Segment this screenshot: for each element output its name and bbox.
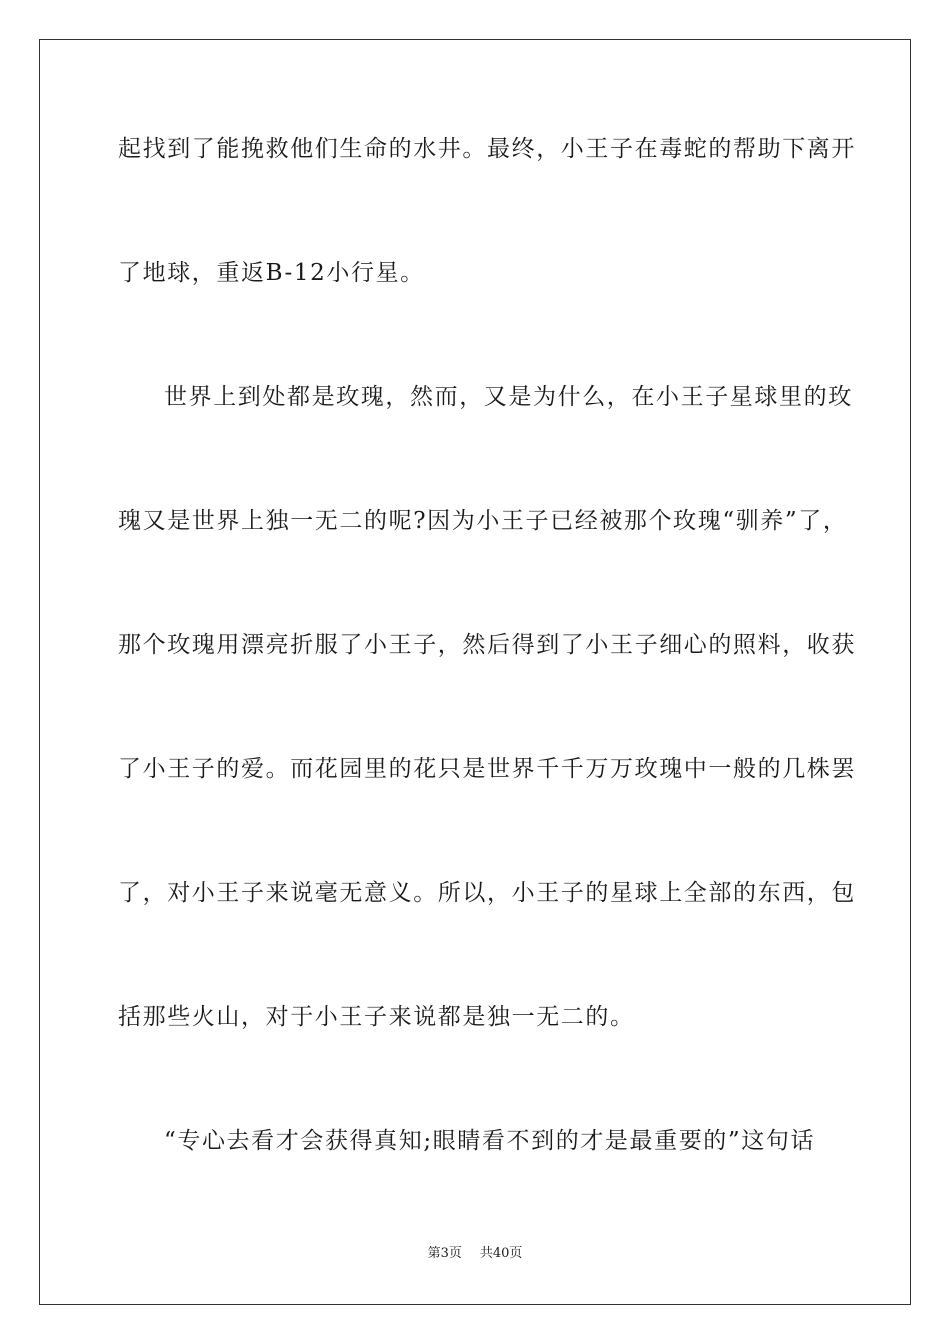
text-line: 世界上到处都是玫瑰，然而，又是为什么，在小王子星球里的玫 [164, 384, 853, 410]
text-line: 那个玫瑰用漂亮折服了小王子，然后得到了小王子细心的照料，收获 [118, 632, 856, 658]
page-total: 共40页 [479, 1246, 523, 1261]
page-footer [0, 1244, 950, 1264]
text-line: 括那些火山，对于小王子来说都是独一无二的。 [118, 1004, 635, 1030]
text-line: 了小王子的爱。而花园里的花只是世界千千万万玫瑰中一般的几株罢 [118, 756, 856, 782]
text-line: 了，对小王子来说毫无意义。所以，小王子的星球上全部的东西，包 [118, 880, 856, 906]
page-number: 第3页 [427, 1246, 462, 1261]
text-line: 了地球，重返B-12小行星。 [118, 260, 425, 286]
text-line: 瑰又是世界上独一无二的呢?因为小王子已经被那个玫瑰“驯养”了， [118, 508, 848, 534]
page-border [39, 39, 911, 1305]
text-line: 起找到了能挽救他们生命的水井。最终，小王子在毒蛇的帮助下离开 [118, 136, 856, 162]
text-line: “专心去看才会获得真知;眼睛看不到的才是最重要的”这句话 [164, 1128, 816, 1154]
